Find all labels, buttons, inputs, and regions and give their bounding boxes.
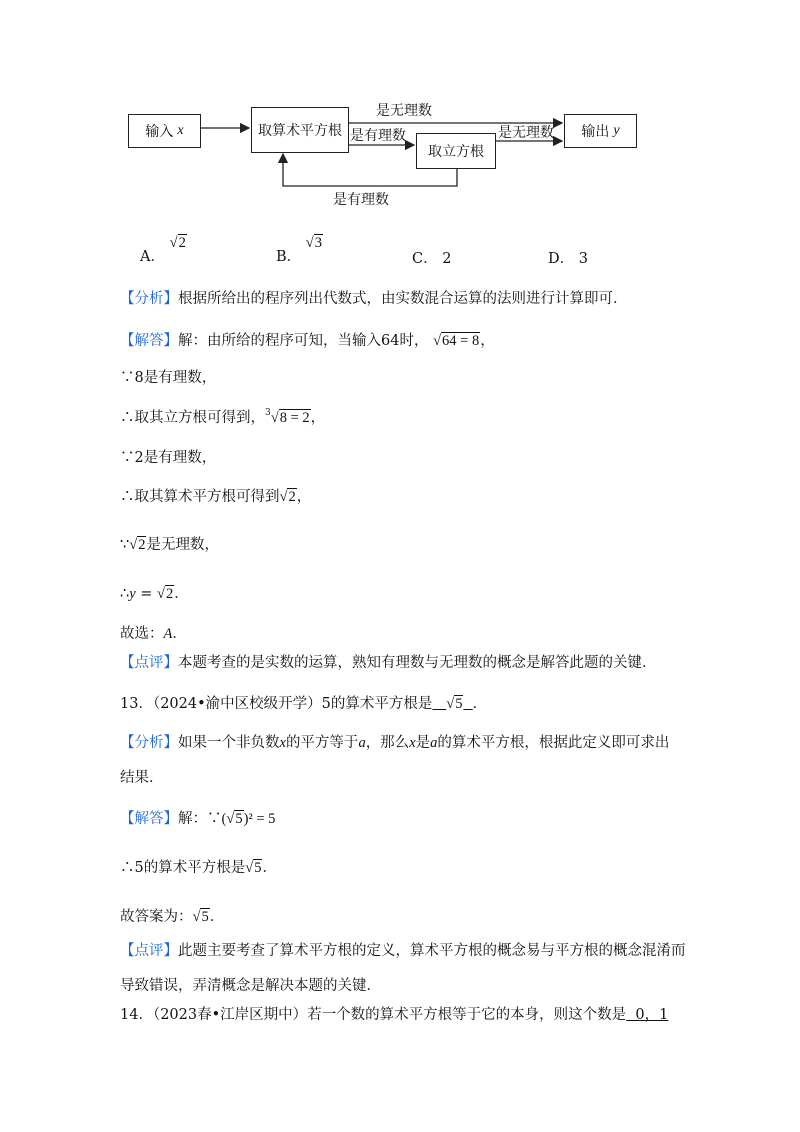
input-label: 输入 [145,124,174,140]
line2-post: ， [310,410,326,426]
option-d-label: D． [548,251,575,267]
q13-line1-radicand: 5 [254,860,262,876]
q13-analysis-1c: ，那么 [365,735,410,751]
q13-line-1: ∴5的算术平方根是√5． [120,860,277,876]
sqrt-box [251,107,349,153]
option-c [412,247,451,268]
q13-stem-text: 5的算术平方根是 [321,696,433,712]
line5-pre: ∵ [120,537,130,553]
output-box [564,114,637,148]
comment-tag: 【点评】 [120,655,178,671]
q14-answer: 0，1 [635,1007,669,1023]
answer-equation: 64 = 8 [442,333,480,349]
q13-number: 13． [120,696,153,712]
output-label: 输出 [581,124,610,140]
q13-line1-post: ． [262,860,277,876]
q13-analysis-1b: 的平方等于 [285,735,359,751]
q13-final-radicand: 5 [201,909,209,925]
q12-choice [120,622,187,643]
line3-pre: ∵2 [120,450,144,466]
choice-value: A [163,626,173,642]
option-a: A． √2 [140,235,186,265]
line5-radicand: 2 [138,537,146,553]
q14-source: （2023春•江岸区期中） [152,1007,308,1023]
q13-blank-answer: 5 [455,696,463,712]
q12-line-3 [120,446,216,467]
sqrt-box-label: 取算术平方根 [258,123,342,139]
q13-answer: 【解答】解：∵(√5)² = 5 [120,811,276,827]
q14-number: 14． [120,1007,153,1023]
q13-eq-pre: ∵ [207,811,222,827]
q13-answer-pre: 解： [178,811,207,827]
comment-text: 本题考查的是实数的运算，熟知有理数与无理数的概念是解答此题的关键． [178,655,657,671]
q12-line-5: ∵√2是无理数， [120,537,219,553]
label-irrational-right: 是无理数 [498,125,554,141]
cube-root-box-label: 取立方根 [428,144,484,160]
q14-stem-text: 若一个数的算术平方根等于它的本身，则这个数是 [307,1007,627,1023]
q13-comment-1-text: 此题主要考查了算术平方根的定义，算术平方根的概念易与平方根的概念混淆而 [178,943,686,959]
q13-var-x: x [279,735,286,751]
analysis-tag: 【分析】 [120,291,178,307]
line2-pre: ∴取其立方根可得到， [120,410,265,426]
q13-final: 故答案为：√5． [120,909,225,925]
option-b-label: B． [276,249,302,265]
q13-analysis-1d: 是 [415,735,431,751]
line3-post: 是有理数， [143,450,217,466]
q12-line-4: ∴取其算术平方根可得到√2， [120,489,312,505]
option-a-label: A． [140,249,165,265]
option-b: B． √3 [276,235,322,265]
q12-line-6: ∴y = √2． [120,586,189,602]
q12-comment [120,651,657,672]
q13-analysis-2-text: 结果． [120,770,164,786]
output-var: y [613,123,620,138]
answer-tail: ， [480,333,495,349]
q13-eq-post: )² = 5 [243,811,276,827]
q13-analysis-2 [120,766,164,787]
cube-root-box [416,133,496,169]
line4-radicand: 2 [288,489,296,505]
q13-line1-pre: ∴5的算术平方根是 [120,860,246,876]
line6-var: y [129,586,136,602]
line1-post: 是有理数， [143,370,217,386]
line6-pre: ∴ [120,586,130,602]
option-c-label: C． [412,251,438,267]
input-var: x [177,123,184,138]
q13-eq-radicand: 5 [235,811,243,827]
q12-line-2: ∴取其立方根可得到，$^3$√8 = 2， [120,408,326,426]
option-c-value: 2 [442,251,452,267]
line5-post: 是无理数， [146,537,219,553]
line6-eq: = [135,586,158,602]
q12-answer: 【解答】解：由所给的程序可知，当输入64时， √64 = 8， [120,333,495,349]
label-rational-bottom: 是有理数 [333,192,389,208]
q13-comment-2 [120,974,381,995]
q13-final-post: ． [209,909,225,925]
line2-equation: 8 = 2 [279,410,310,426]
answer-intro: 解：由所给的程序可知，当输入64时， [178,333,429,349]
line6-post: ． [174,586,189,602]
option-d [548,247,588,268]
line1-pre: ∵8 [120,370,144,386]
option-b-value: 3 [314,235,322,251]
q14-stem [120,1003,668,1024]
line4-post: ， [296,489,312,505]
q13-analysis-1e: 的算术平方根，根据此定义即可求出 [437,735,670,751]
q13-comment-tag: 【点评】 [120,943,178,959]
choice-pre: 故选： [120,626,164,642]
q13-answer-tag: 【解答】 [120,811,178,827]
q13-final-pre: 故答案为： [120,909,193,925]
input-box [128,114,201,148]
option-d-value: 3 [578,251,588,267]
q12-line-1 [120,366,216,387]
q13-analysis-tag: 【分析】 [120,735,178,751]
choice-post: ． [172,626,187,642]
q13-comment-1 [120,939,686,960]
answer-tag: 【解答】 [120,333,178,349]
label-rational-mid: 是有理数 [350,128,406,144]
option-a-value: 2 [178,235,186,251]
q13-var-x-2: x [409,735,416,751]
line4-pre: ∴取其算术平方根可得到 [120,489,280,505]
q13-analysis-1a: 如果一个非负数 [178,735,280,751]
label-irrational-top: 是无理数 [376,103,432,119]
q13-analysis-1 [120,731,669,752]
q13-var-a: a [358,735,366,751]
q13-source: （2024•渝中区校级开学） [152,696,322,712]
q13-stem-end: ． [472,696,488,712]
line6-radicand: 2 [166,586,174,602]
q12-analysis [120,287,628,308]
q13-var-a-2: a [430,735,438,751]
q13-comment-2-text: 导致错误，弄清概念是解决本题的关键． [120,978,381,994]
q13-stem: 13．（2024•渝中区校级开学）5的算术平方根是 √5 ． [120,696,488,712]
analysis-text: 根据所给出的程序列出代数式，由实数混合运算的法则进行计算即可． [178,291,628,307]
